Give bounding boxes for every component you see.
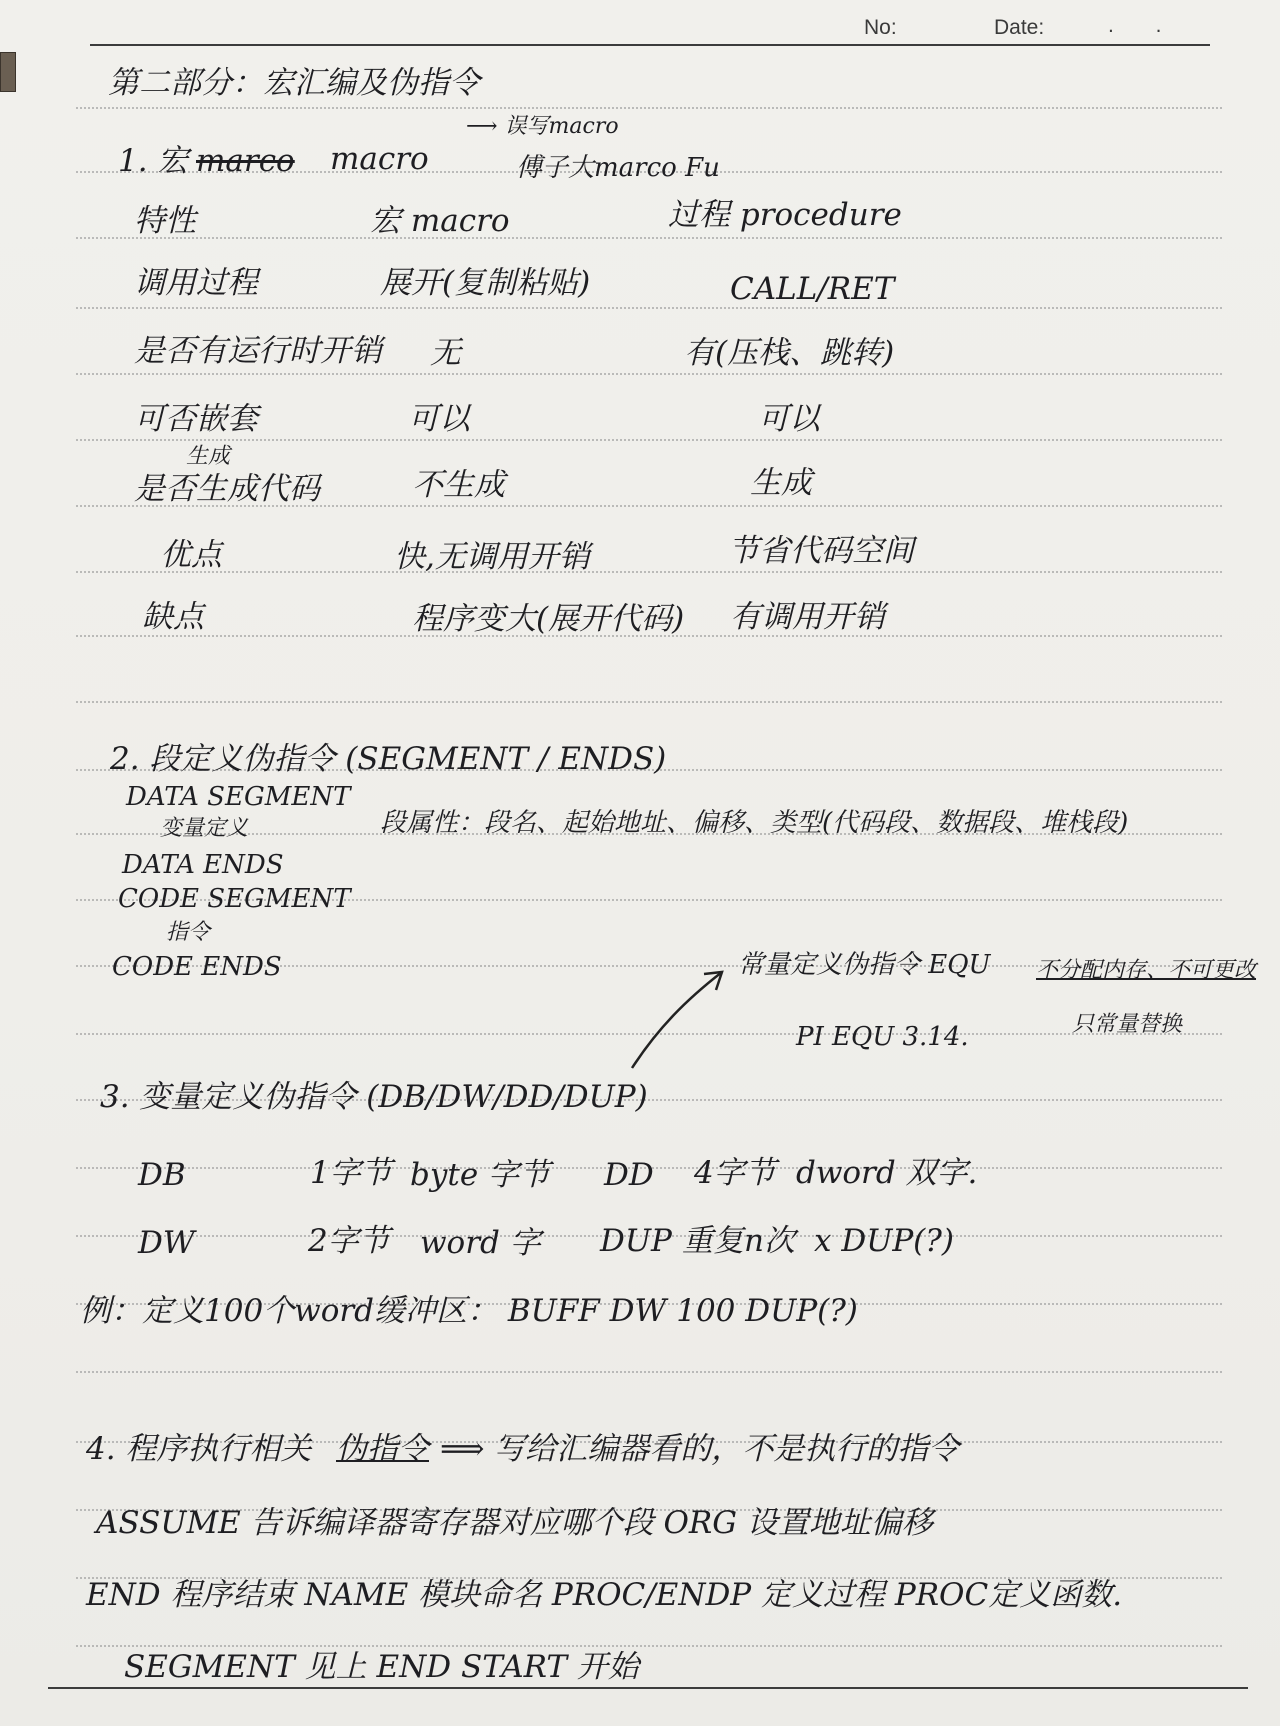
s1-note-line2: 傅子大marco Fu bbox=[516, 153, 720, 183]
s4-heading-note: ⟹ 写给汇编器看的，不是执行的指令 bbox=[440, 1431, 960, 1467]
date-label: Date: bbox=[994, 16, 1045, 39]
s4-heading-underlined: 伪指令 bbox=[336, 1431, 429, 1467]
row-label: 可否嵌套 bbox=[134, 401, 258, 437]
s1-heading-struck-word: marco bbox=[196, 143, 295, 179]
code-line: CODE SEGMENT bbox=[118, 884, 351, 914]
row-label: 调用过程 bbox=[134, 265, 258, 301]
arrow-icon bbox=[620, 964, 730, 1074]
row-label: 是否有运行时开销 bbox=[134, 333, 382, 369]
s4-line-2: END 程序结束 NAME 模块命名 PROC/ENDP 定义过程 PROC定义函数. bbox=[86, 1577, 1123, 1613]
equ-note: 常量定义伪指令 EQU bbox=[738, 950, 991, 980]
row-label: 特性 bbox=[134, 203, 196, 239]
s3-heading: 3. 变量定义伪指令 (DB/DW/DD/DUP) bbox=[100, 1079, 648, 1115]
equ-remark: 不分配内存、不可更改 bbox=[1036, 958, 1257, 983]
cell: DW bbox=[138, 1225, 195, 1261]
code-line: DATA SEGMENT bbox=[126, 782, 351, 812]
inserted-word: 生成 bbox=[186, 444, 231, 469]
cell: word 字 bbox=[420, 1225, 541, 1261]
s2-heading: 2. 段定义伪指令 (SEGMENT / ENDS) bbox=[110, 741, 667, 777]
cell: x DUP(?) bbox=[814, 1223, 954, 1259]
code-line: DATA ENDS bbox=[122, 850, 284, 880]
equ-remark-2: 只常量替换 bbox=[1072, 1012, 1183, 1037]
date-value: . . bbox=[1108, 14, 1180, 37]
row-procedure-value: CALL/RET bbox=[730, 271, 895, 307]
cell: 4字节 bbox=[694, 1155, 776, 1191]
row-procedure-value: 可以 bbox=[758, 401, 820, 437]
row-macro-value: 展开(复制粘贴) bbox=[380, 265, 591, 301]
row-macro-value: 不生成 bbox=[412, 467, 505, 503]
row-label: 缺点 bbox=[142, 599, 204, 635]
row-macro-value: 宏 macro bbox=[370, 203, 510, 239]
row-procedure-value: 节省代码空间 bbox=[728, 533, 914, 569]
row-procedure-value: 有(压栈、跳转) bbox=[684, 335, 895, 371]
row-macro-value: 快,无调用开销 bbox=[394, 539, 590, 575]
cell: DD bbox=[604, 1157, 654, 1193]
row-procedure-value: 有调用开销 bbox=[730, 599, 885, 635]
no-label: No: bbox=[864, 16, 897, 39]
cell: 重复n次 bbox=[682, 1223, 795, 1259]
row-procedure-value: 生成 bbox=[750, 465, 812, 501]
cell: DB bbox=[138, 1157, 186, 1193]
cell: byte 字节 bbox=[410, 1157, 551, 1193]
code-line: CODE ENDS bbox=[112, 952, 282, 982]
row-macro-value: 可以 bbox=[408, 401, 470, 437]
s4-line-1: ASSUME 告诉编译器寄存器对应哪个段 ORG 设置地址偏移 bbox=[96, 1505, 933, 1541]
s1-heading-number: 1. 宏 bbox=[118, 143, 189, 179]
row-label: 是否生成代码 bbox=[134, 471, 320, 507]
s4-heading-start: 4. 程序执行相关 bbox=[86, 1431, 312, 1467]
cell: 2字节 bbox=[308, 1223, 390, 1259]
cell: DUP bbox=[600, 1223, 672, 1259]
row-procedure-value: 过程 procedure bbox=[668, 197, 902, 233]
equ-example: PI EQU 3.14. bbox=[796, 1022, 969, 1052]
code-line: 变量定义 bbox=[160, 816, 249, 841]
s1-heading-macro-word: macro bbox=[330, 141, 429, 177]
row-macro-value: 无 bbox=[430, 335, 461, 371]
row-label: 优点 bbox=[160, 537, 222, 573]
code-line: 指令 bbox=[166, 920, 211, 945]
row-macro-value: 程序变大(展开代码) bbox=[412, 601, 685, 637]
s3-example: 例：定义100个word缓冲区： BUFF DW 100 DUP(?) bbox=[80, 1293, 858, 1329]
cell: 1字节 bbox=[310, 1155, 392, 1191]
segment-attributes: 段属性：段名、起始地址、偏移、类型(代码段、数据段、堆栈段) bbox=[380, 808, 1129, 838]
page-title: 第二部分：宏汇编及伪指令 bbox=[108, 65, 480, 101]
s4-line-3: SEGMENT 见上 END START 开始 bbox=[124, 1649, 639, 1685]
cell: dword 双字. bbox=[796, 1155, 978, 1191]
s1-note-line1: ⟶ 误写macro bbox=[466, 114, 619, 139]
